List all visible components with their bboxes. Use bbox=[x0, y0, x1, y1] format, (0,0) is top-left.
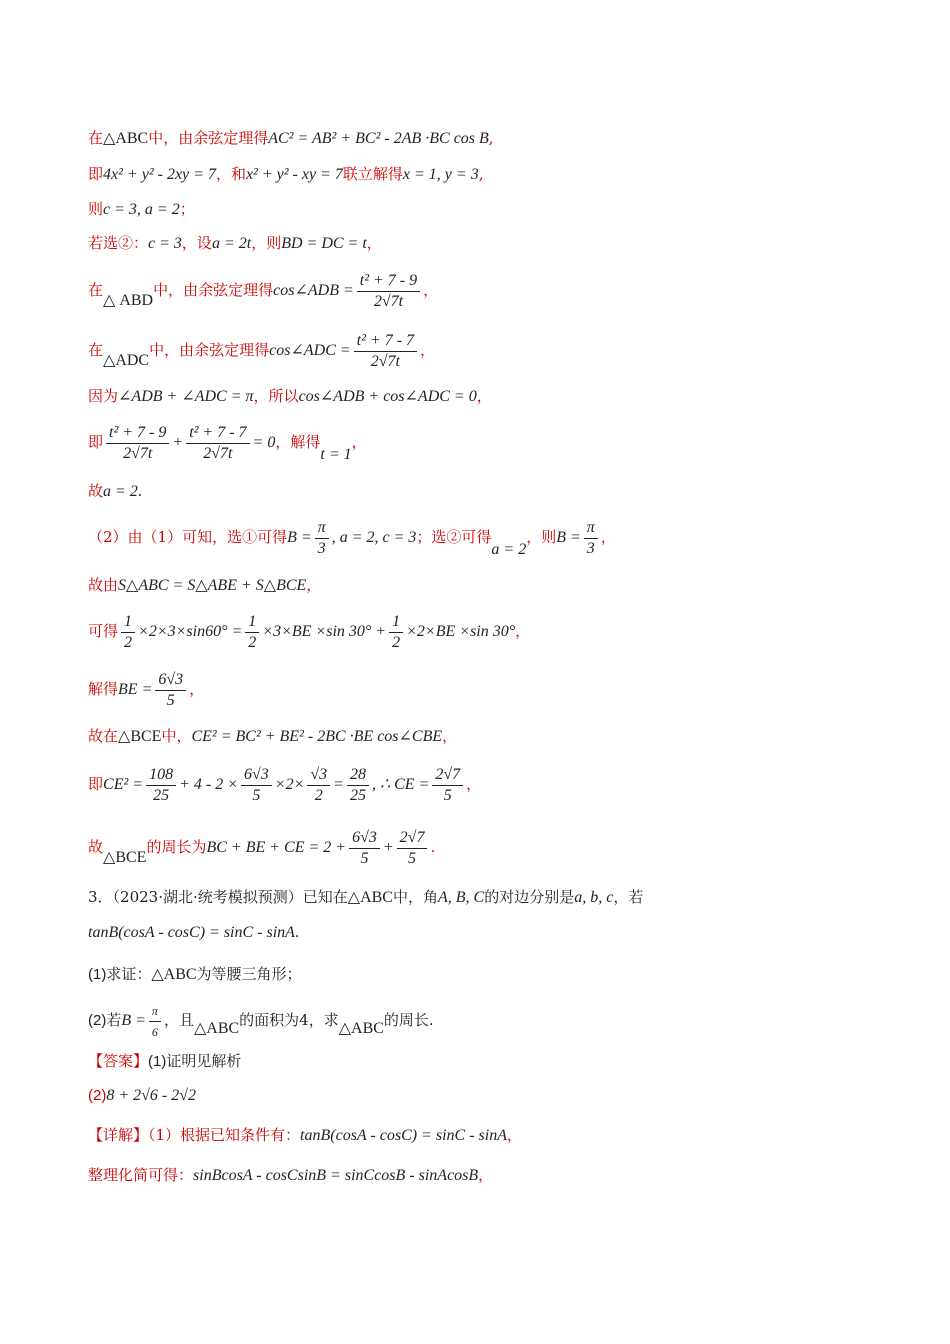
line-cosine-law-abc: 在△ABC中，由余弦定理得AC² = AB² + BC² - 2AB ·BC cos B, bbox=[88, 129, 494, 147]
fraction: $\frac{2√7}{5}$ bbox=[432, 765, 463, 806]
fraction: $\frac{1}{2}$ bbox=[245, 612, 259, 653]
fraction: $\frac{2√7}{5}$ bbox=[397, 828, 428, 869]
question-3-part-1: (1)求证：△ABC为等腰三角形； bbox=[88, 965, 302, 983]
line-cos-adb: 在△ ABD中，由余弦定理得cos∠ADB = $\frac{\text{t² + 7 - 9}}{2√7t}$ ， bbox=[88, 271, 439, 310]
line-result-c-a: 则c = 3, a = 2； bbox=[88, 200, 195, 218]
fraction: $\frac{6√3}{5}$ bbox=[349, 828, 380, 869]
line-solve-t: 即 $\frac{\text{t² + 7 - 9}}{2√7t}$ + $\frac{\text{t² + 7 - 7}}{2√7t}$ = 0，解得t = 1， bbox=[88, 423, 367, 463]
fraction: $\frac{\text{t² + 7 - 7}}{2√7t}$ bbox=[186, 423, 249, 464]
fraction: $\frac{\pi}{3}$ bbox=[315, 518, 329, 559]
fraction: $\frac{\pi}{3}$ bbox=[584, 518, 598, 559]
fraction: $\frac{1}{2}$ bbox=[121, 612, 135, 653]
fraction: $\frac{√3}{2}$ bbox=[307, 765, 330, 806]
fraction: $\frac{\pi}{6}$ bbox=[149, 1001, 161, 1042]
line-option-two: 若选②：c = 3，设a = 2t，则BD = DC = t， bbox=[88, 234, 382, 252]
question-3-stem: 3．（2023·湖北·统考模拟预测）已知在△ABC中，角A, B, C的对边分别是a, b, c，若 bbox=[88, 888, 644, 906]
line-cos-adc: 在△ADC中，由余弦定理得cos∠ADC = $\frac{\text{t² + 7 - 7}}{2√7t}$ ， bbox=[88, 331, 436, 370]
line-perimeter-bce: 故△BCE的周长为BC + BE + CE = 2 + $\frac{6√3}{5}$ + $\frac{2√7}{5}$ . bbox=[88, 828, 436, 867]
fraction: $\frac{6√3}{5}$ bbox=[155, 670, 186, 711]
fraction: $\frac{6√3}{5}$ bbox=[241, 765, 272, 806]
line-solve-ce: 即CE² = $\frac{108}{25}$ + 4 - 2 × $\frac{6√3}{5}$ ×2× $\frac{√3}{2}$ = $\frac{28}{25}$ , ∴ CE = $\frac{2√7}{5}$ ， bbox=[88, 765, 482, 804]
question-3-condition: tanB(cosA - cosC) = sinC - sinA. bbox=[88, 924, 299, 941]
answer-part-2: (2)8 + 2√6 - 2√2 bbox=[88, 1087, 197, 1104]
question-3-part-2: (2)若B = $\frac{\pi}{6}$ ，且△ABC的面积为4，求△ABC的周长. bbox=[88, 998, 910, 1042]
fraction: $\frac{\text{t² + 7 - 9}}{2√7t}$ bbox=[106, 423, 169, 464]
fraction: $\frac{1}{2}$ bbox=[389, 612, 403, 653]
line-result-a: 故a = 2. bbox=[88, 482, 142, 500]
detail-line-2: 整理化简可得：sinBcosA - cosCsinB = sinCcosB - sinAcosB， bbox=[88, 1166, 494, 1184]
line-solve-be: 解得BE = $\frac{6√3}{5}$ ， bbox=[88, 670, 205, 709]
fraction: $\frac{28}{25}$ bbox=[347, 765, 369, 806]
line-angle-sum: 因为∠ADB + ∠ADC = π，所以cos∠ADB + cos∠ADC = 0， bbox=[88, 387, 492, 405]
line-equation-system: 即4x² + y² - 2xy = 7，和x² + y² - xy = 7联立解得x = 1, y = 3, bbox=[88, 165, 484, 183]
line-area-sum: 故由S△ABC = S△ABE + S△BCE， bbox=[88, 576, 322, 594]
fraction: $\frac{108}{25}$ bbox=[146, 765, 176, 806]
line-part-two-intro: （2）由（1）可知，选①可得B = $\frac{\pi}{3}$ , a = 2, c = 3；选②可得a = 2，则B = $\frac{\pi}{3}$ ， bbox=[88, 518, 616, 558]
line-area-equation: 可得 $\frac{1}{2}$ ×2×3×sin60° = $\frac{1}{2}$ ×3×BE ×sin 30° + $\frac{1}{2}$ ×2×BE ×sin 30°， bbox=[88, 612, 531, 651]
fraction: $\frac{\text{t² + 7 - 9}}{2√7t}$ bbox=[357, 271, 420, 312]
detail-line-1: 【详解】（1）根据已知条件有：tanB(cosA - cosC) = sinC - sinA， bbox=[88, 1126, 522, 1144]
answer-part-1: 【答案】(1)证明见解析 bbox=[88, 1052, 242, 1070]
line-cosine-law-bce: 故在△BCE中，CE² = BC² + BE² - 2BC ·BE cos∠CBE， bbox=[88, 727, 458, 745]
fraction: $\frac{\text{t² + 7 - 7}}{2√7t}$ bbox=[354, 331, 417, 372]
